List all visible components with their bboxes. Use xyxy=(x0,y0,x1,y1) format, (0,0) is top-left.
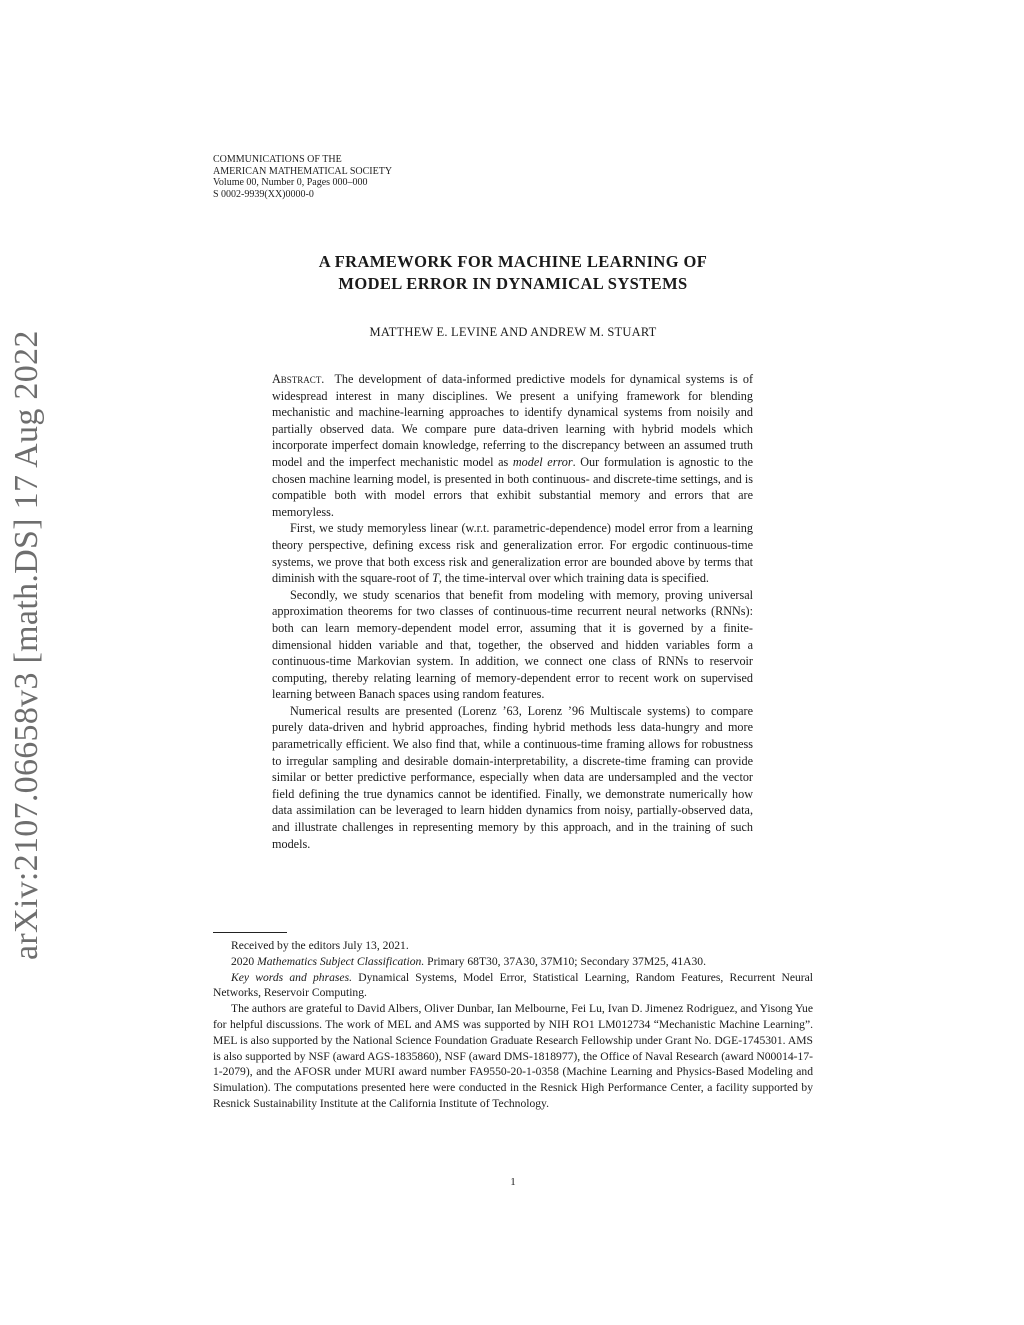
paper-title xyxy=(213,251,813,295)
abstract-text: The development of data-informed predictive models for dynamical systems is of widespread interest in many disciplines. We present a unifying framework for blending mechanistic and machine-learning approaches to identify dynamical systems from noisily and partially observed data. We compare pure data-driven learning with hybrid models which incorporate imperfect domain knowledge, referring to the discrepancy between an assumed truth model and the imperfect mechanistic model as xyxy=(272,372,754,469)
journal-header-line: AMERICAN MATHEMATICAL SOCIETY xyxy=(213,165,393,177)
footnotes xyxy=(213,938,813,1112)
msc-label: Mathematics Subject Classification. xyxy=(257,954,425,968)
abstract xyxy=(272,371,753,852)
received-note: Received by the editors July 13, 2021. xyxy=(231,939,409,952)
abstract-paragraph: Numerical results are presented (Lorenz ’63, Lorenz ’96 Multiscale systems) to compare purely data-driven and hybrid approaches, finding hybrid methods less data-hungry and more parametrically efficient. We also find that, while a continuous-time framing allows for robustness to irregular sampling and desirable domain-interpretability, a discrete-time framing can provide similar or better predictive performance, especially when data are undersampled and the vector field defining the true dynamics cannot be identified. Finally, we demonstrate numerically how data assimilation can be leveraged to learn hidden dynamics from noisy, partially-observed data, and illustrate challenges in representing memory by this approach, and in the training of such models. xyxy=(272,703,753,851)
journal-header xyxy=(213,154,392,200)
journal-header-line: Volume 00, Number 0, Pages 000–000 xyxy=(213,177,368,188)
arxiv-identifier-stamp: arXiv:2107.06658v3 [math.DS] 17 Aug 2022 xyxy=(8,330,45,960)
abstract-paragraph xyxy=(272,520,753,586)
msc-year: 2020 xyxy=(231,954,255,968)
abstract-text: . Our formulation is agnostic to the chosen machine learning model, is presented in both continuous- and discrete-time settings, and is compatible both with model errors that exhibit substantial memory and errors that are memoryless. xyxy=(272,454,754,519)
math-variable: T xyxy=(432,571,439,586)
abstract-emphasis: model error xyxy=(512,454,573,469)
title-line: A FRAMEWORK FOR MACHINE LEARNING OF xyxy=(318,252,708,271)
abstract-paragraph: Secondly, we study scenarios that benefit from modeling with memory, proving universal approximation theorems for two classes of continuous-time recurrent neural networks (RNNs): both can learn memory-dependent model error, assuming that it is governed by a finite-dimensional hidden variable and that, together, the observed and hidden variables form a continuous-time Markovian system. In addition, we connect one class of RNNs to reservoir computing, thereby relating learning of memory-dependent error to recent work on supervised learning between Banach spaces using random features. xyxy=(272,587,753,702)
acknowledgments: The authors are grateful to David Albers, Oliver Dunbar, Ian Melbourne, Fei Lu, Ivan D. Jimenez Rodriguez, and Yisong Yue for helpful discussions. The work of MEL and AMS was supported by NIH RO1 LM012734 “Mechanistic Machine Learning”. MEL is also supported by the National Science Foundation Graduate Research Fellowship under Grant No. DGE-1745301. AMS is also supported by NSF (award AGS-1835860), NSF (award DMS-1818977), the Office of Naval Research (award N00014-17-1-2079), and the AFOSR under MURI award number FA9550-20-1-0358 (Machine Learning and Physics-Based Modeling and Simulation). The computations presented here were conducted in the Resnick High Performance Center, a facility supported by Resnick Sustainability Institute at the California Institute of Technology. xyxy=(213,1002,813,1110)
msc-codes: Primary 68T30, 37A30, 37M10; Secondary 37M25, 41A30. xyxy=(427,954,706,968)
abstract-text: , the time-interval over which training data is specified. xyxy=(438,571,709,586)
page-number: 1 xyxy=(510,1176,516,1188)
footnote-divider xyxy=(213,932,287,933)
journal-header-line: COMMUNICATIONS OF THE xyxy=(213,154,342,165)
msc-classification xyxy=(213,954,813,970)
keywords-label: Key words and phrases. xyxy=(231,970,352,984)
abstract-heading: Abstract. xyxy=(272,372,325,386)
title-line: MODEL ERROR IN DYNAMICAL SYSTEMS xyxy=(338,274,688,293)
keywords-text: Dynamical Systems, Model Error, Statistical Learning, Random Features, Recurrent Neural Networks, Reservoir Computing. xyxy=(213,970,813,1000)
keywords xyxy=(213,970,813,1002)
abstract-paragraph xyxy=(272,371,753,520)
author-list: MATTHEW E. LEVINE AND ANDREW M. STUART xyxy=(369,325,657,339)
journal-header-line: S 0002-9939(XX)0000-0 xyxy=(213,188,314,200)
abstract-text: First, we study memoryless linear (w.r.t. parametric-dependence) model error from a learning theory perspective, defining excess risk and generalization error. For ergodic continuous-time systems, we prove that both excess risk and generalization error are bounded above by terms that diminish with the square-root of xyxy=(272,521,753,586)
